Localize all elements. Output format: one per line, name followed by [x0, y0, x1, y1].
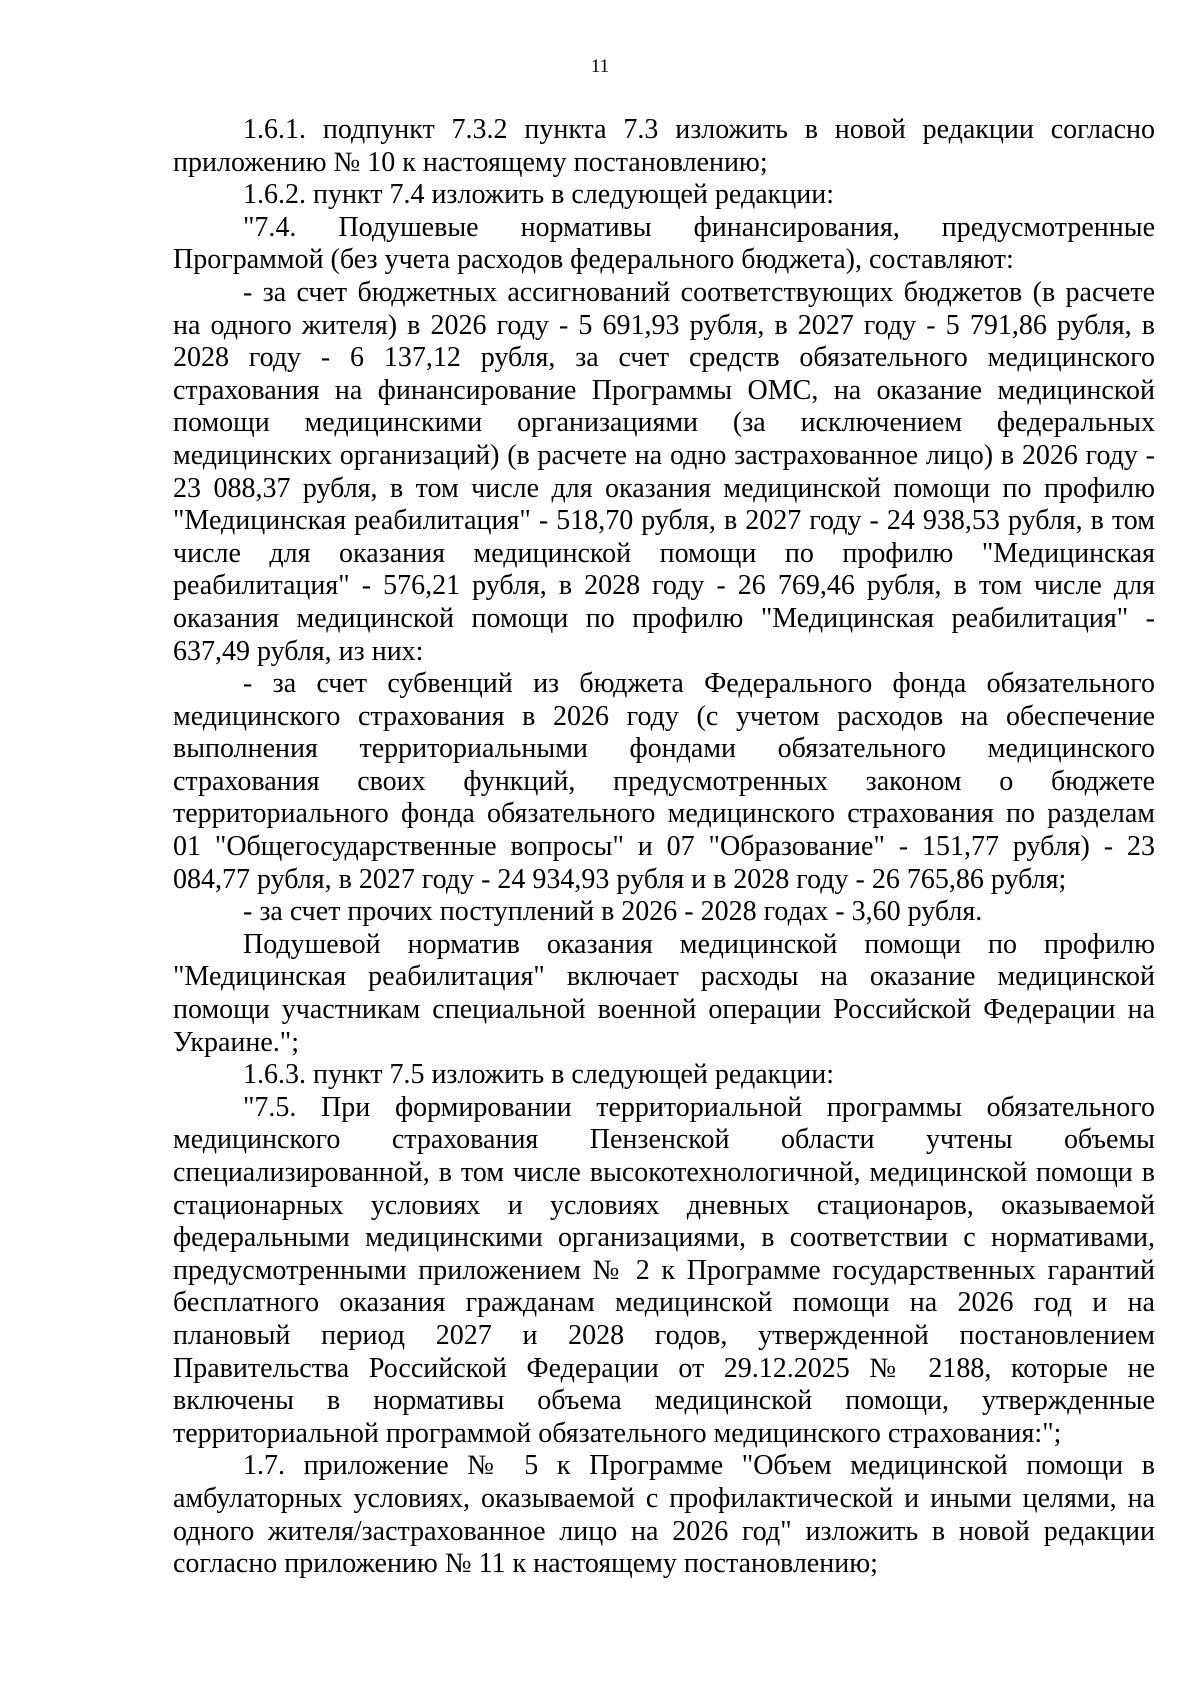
paragraph-budget-allocations: - за счет бюджетных ассигнований соответствующих бюджетов (в расчете на одного жителя) в 2026 году - 5 691,93 рубля, в 2027 году - 5 791,86 рубля, в 2028 году - 6 137,12 рубля, за счет средств обязательного медицинского страхования на финансирование Программы ОМС, на оказание медицинской помощи медицинскими организациями (за исключением федеральных медицинских организаций) (в расчете на одно застрахованное лицо) в 2026 году - 23 088,37 рубля, в том числе для оказания медицинской помощи по профилю "Медицинская реабилитация" - 518,70 рубля, в 2027 году - 24 938,53 рубля, в том числе для оказания медицинской помощи по профилю "Медицинская реабилитация" - 576,21 рубля, в 2028 году - 26 769,46 рубля, в том числе для оказания медицинской помощи по профилю "Медицинская реабилитация" - 637,49 рубля, из них:: [173, 276, 1155, 667]
paragraph-1-7: 1.7. приложение № 5 к Программе "Объем медицинской помощи в амбулаторных условиях, оказываемой с профилактической и иными целями, на одного жителя/застрахованное лицо на 2026 год" изложить в новой редакции согласно приложению № 11 к настоящему постановлению;: [173, 1450, 1155, 1580]
document-body: [173, 114, 1155, 1581]
paragraph-rehabilitation-norm: Подушевой норматив оказания медицинской помощи по профилю "Медицинская реабилитация" включает расходы на оказание медицинской помощи участникам специальной военной операции Российской Федерации на Украине.";: [173, 928, 1155, 1058]
page-number: 11: [590, 56, 610, 77]
paragraph-7-5: "7.5. При формировании территориальной программы обязательного медицинского страхования Пензенской области учтены объемы специализированной, в том числе высокотехнологичной, медицинской помощи в стационарных условиях и условиях дневных стационаров, оказываемой федеральными медицинскими организациями, в соответствии с нормативами, предусмотренными приложением № 2 к Программе государственных гарантий бесплатного оказания гражданам медицинской помощи на 2026 год и на плановый период 2027 и 2028 годов, утвержденной постановлением Правительства Российской Федерации от 29.12.2025 № 2188, которые не включены в нормативы объема медицинской помощи, утвержденные территориальной программой обязательного медицинского страхования:";: [173, 1091, 1155, 1449]
paragraph-7-4: "7.4. Подушевые нормативы финансирования, предусмотренные Программой (без учета расходов федерального бюджета), составляют:: [173, 211, 1155, 276]
paragraph-1-6-2: 1.6.2. пункт 7.4 изложить в следующей редакции:: [243, 179, 834, 211]
paragraph-1-6-3: 1.6.3. пункт 7.5 изложить в следующей редакции:: [243, 1059, 834, 1091]
paragraph-1-6-1: 1.6.1. подпункт 7.3.2 пункта 7.3 изложить в новой редакции согласно приложению № 10 к настоящему постановлению;: [173, 114, 1155, 178]
paragraph-other-receipts: - за счет прочих поступлений в 2026 - 2028 годах - 3,60 рубля.: [243, 896, 983, 928]
paragraph-subventions: - за счет субвенций из бюджета Федерального фонда обязательного медицинского страхования в 2026 году (с учетом расходов на обеспечение выполнения территориальными фондами обязательного медицинского страхования своих функций, предусмотренных законом о бюджете территориального фонда обязательного медицинского страхования по разделам 01 "Общегосударственные вопросы" и 07 "Образование" - 151,77 рубля) - 23 084,77 рубля, в 2027 году - 24 934,93 рубля и в 2028 году - 26 765,86 рубля;: [173, 668, 1155, 895]
